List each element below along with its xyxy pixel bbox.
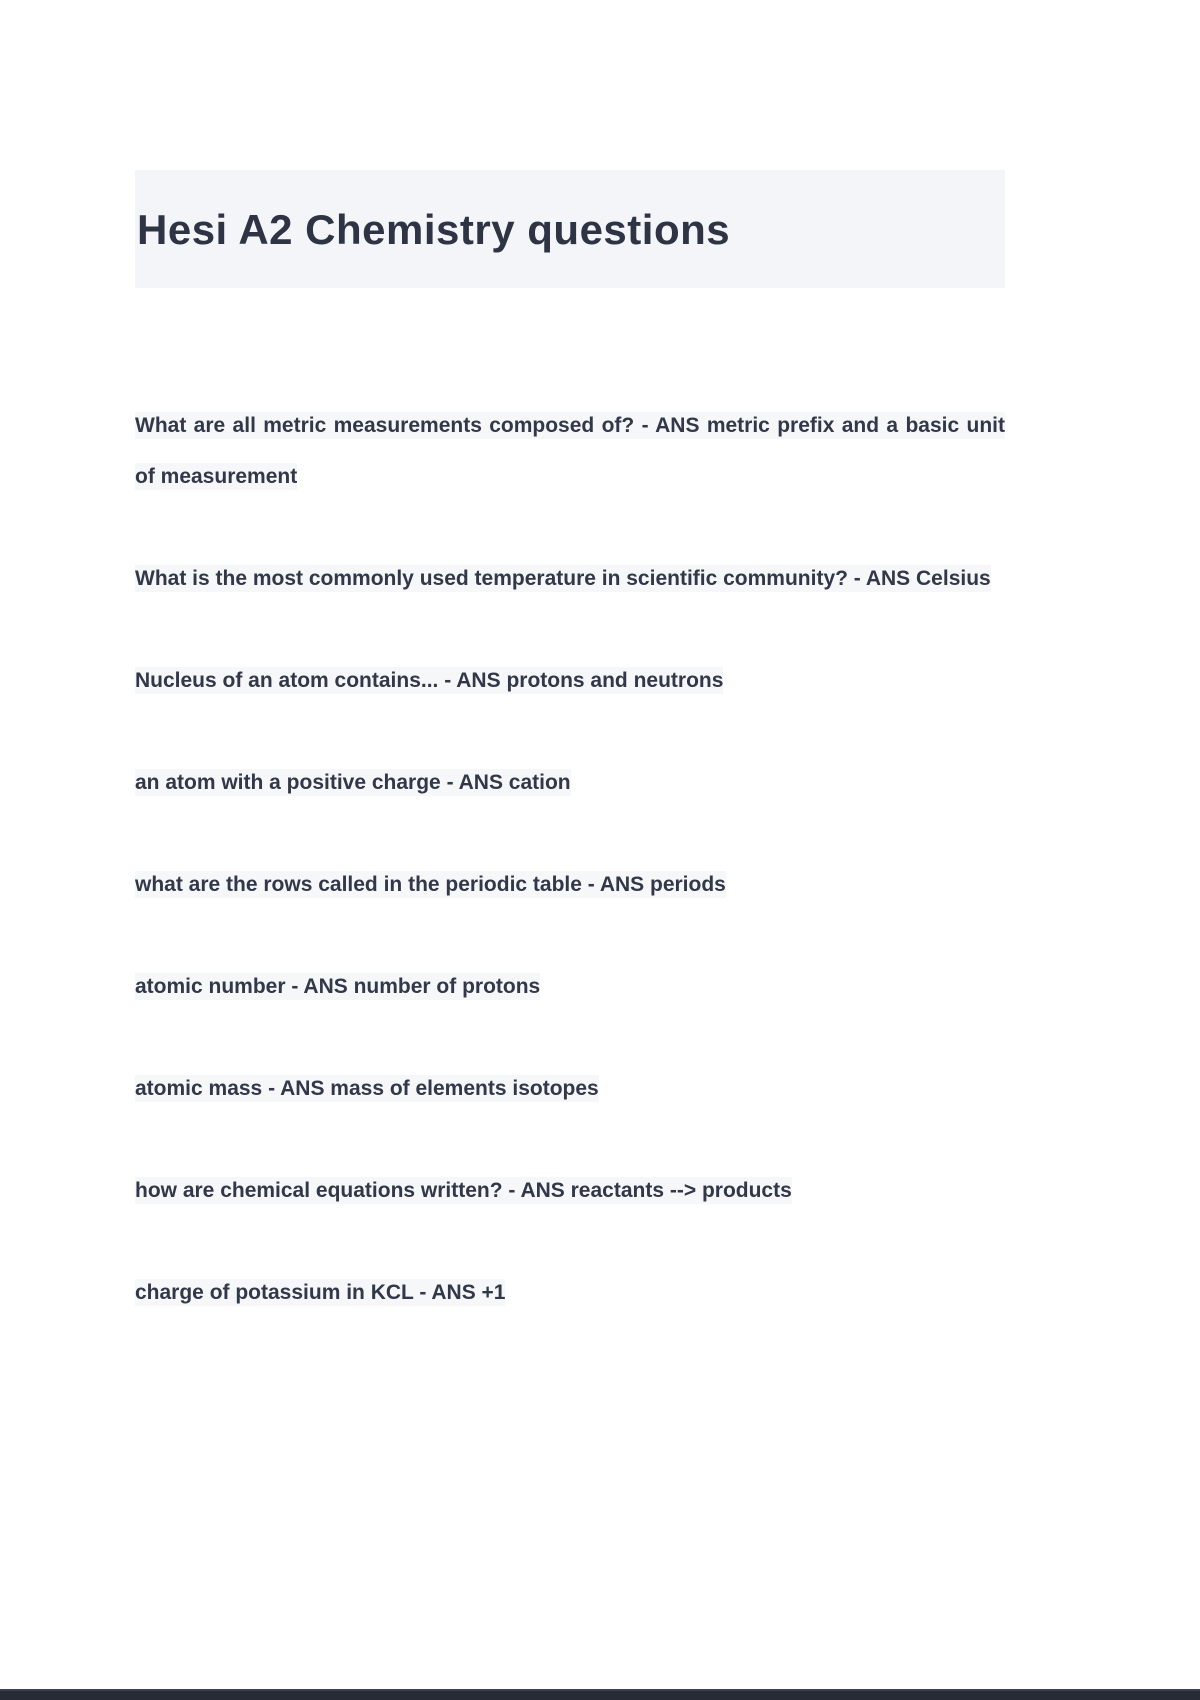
qa-text: atomic number - ANS number of protons — [135, 975, 541, 998]
qa-text: What are all metric measurements composed of? - ANS metric prefix and a basic unit of measurement — [135, 414, 1005, 488]
page-bottom-divider — [0, 1689, 1200, 1700]
qa-text: an atom with a positive charge - ANS cation — [135, 771, 571, 794]
qa-text: charge of potassium in KCL - ANS +1 — [135, 1281, 506, 1304]
qa-item — [135, 553, 1005, 604]
qa-item — [135, 859, 1005, 910]
qa-item — [135, 961, 1005, 1012]
document-content — [135, 0, 1005, 1318]
qa-item — [135, 1063, 1005, 1114]
qa-item — [135, 400, 1005, 502]
qa-list — [135, 400, 1005, 1318]
qa-text: atomic mass - ANS mass of elements isotopes — [135, 1077, 599, 1100]
qa-text: what are the rows called in the periodic table - ANS periods — [135, 873, 726, 896]
title-block — [135, 170, 1005, 288]
qa-item — [135, 655, 1005, 706]
qa-item — [135, 1267, 1005, 1318]
page-title: Hesi A2 Chemistry questions — [137, 206, 731, 253]
qa-item — [135, 1165, 1005, 1216]
qa-text: how are chemical equations written? - ANS reactants --> products — [135, 1179, 792, 1202]
qa-text: Nucleus of an atom contains... - ANS protons and neutrons — [135, 669, 724, 692]
qa-item — [135, 757, 1005, 808]
qa-text: What is the most commonly used temperature in scientific community? - ANS Celsius — [135, 567, 991, 590]
